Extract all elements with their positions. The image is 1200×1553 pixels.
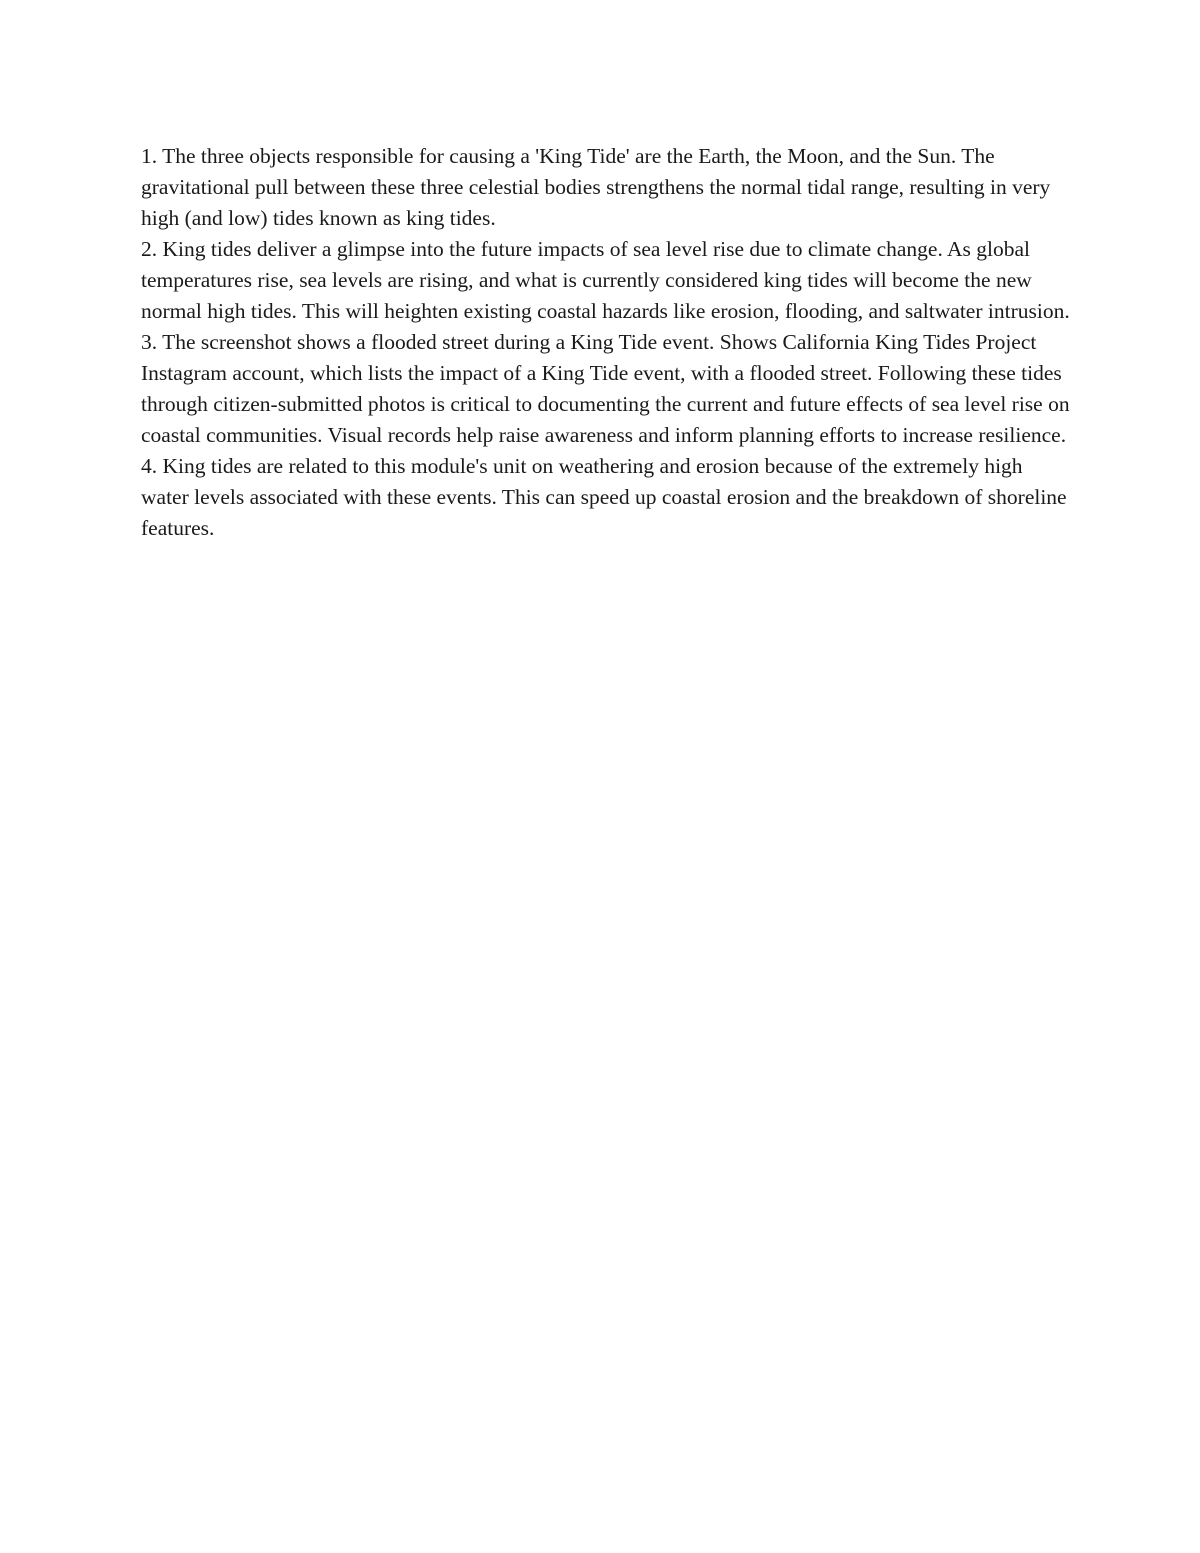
answers-text-block xyxy=(141,141,1071,544)
answer-2-paragraph: 2. King tides deliver a glimpse into the future impacts of sea level rise due to climate change. As global temperatures rise, sea levels are rising, and what is currently considered king tides will become the new normal high tides. This will heighten existing coastal hazards like erosion, flooding, and saltwater intrusion. xyxy=(141,237,1070,323)
answer-4-paragraph: 4. King tides are related to this module's unit on weathering and erosion because of the extremely high water levels associated with these events. This can speed up coastal erosion and the breakdown of shoreline features. xyxy=(141,454,1067,540)
answer-3-paragraph: 3. The screenshot shows a flooded street during a King Tide event. Shows California King Tides Project Instagram account, which lists the impact of a King Tide event, with a flooded street. Following these tides through citizen-submitted photos is critical to documenting the current and future effects of sea level rise on coastal communities. Visual records help raise awareness and inform planning efforts to increase resilience. xyxy=(141,330,1070,447)
answer-1-paragraph: 1. The three objects responsible for causing a 'King Tide' are the Earth, the Moon, and the Sun. The gravitational pull between these three celestial bodies strengthens the normal tidal range, resulting in very high (and low) tides known as king tides. xyxy=(141,144,1051,230)
